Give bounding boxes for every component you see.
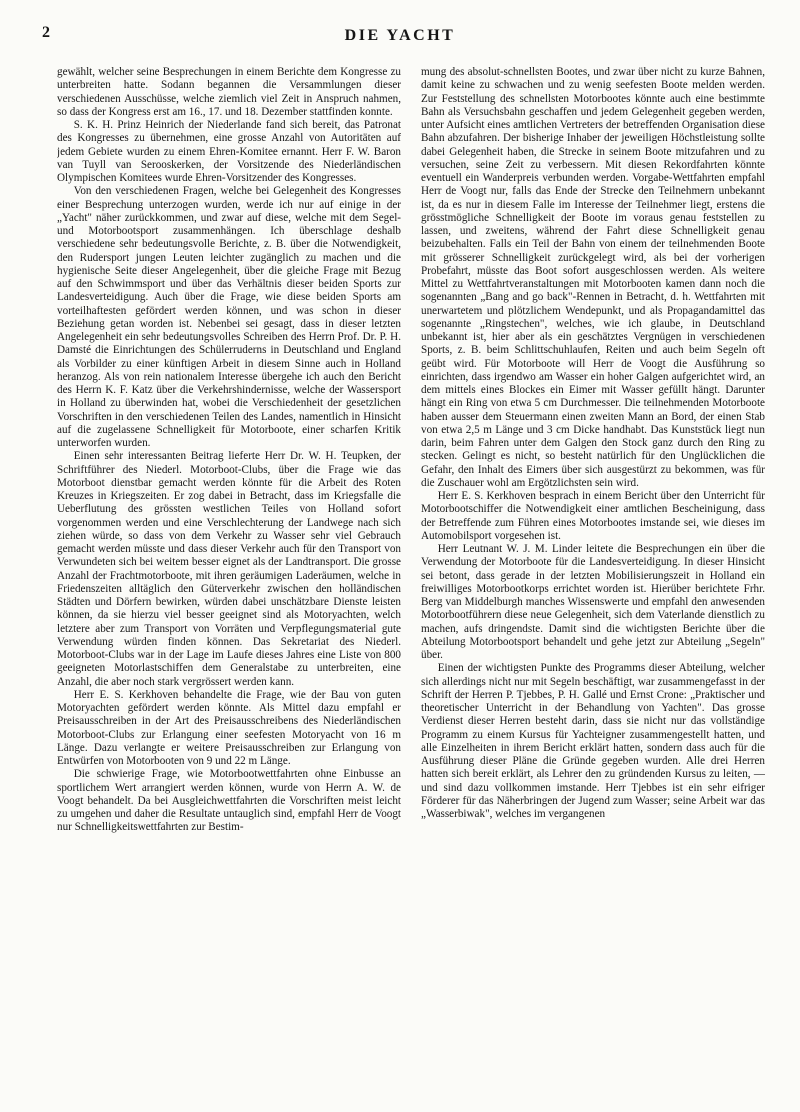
paragraph: mung des absolut-schnellsten Bootes, und zwar über nicht zu kurze Bahnen, damit keine zu schwachen und zu wenig seefesten Boote melden werden. Zur Feststellung des schnellsten Motorbootes könnte auch eine bestimmte Bahn als Versuchsbahn geschaffen und jedem Gelegenheit gegeben werden, unter Aufsicht eines amtlichen Vertreters der betreffenden Organisation diese Bahn abzufahren. Der bisherige Inhaber der jeweiligen Höchstleistung sollte dabei Gelegenheit haben, die Strecke in seinem Boote mitzufahren und zu versuchen, seine Zeit zu verbessern. Mit diesen Rekordfahrten könnte eventuell ein Wanderpreis verbunden werden. Vorgabe-Wettfahrten empfahl Herr de Voogt nur, falls das Ende der Strecke den Teilnehmern unbekannt ist, da es nur in diesem Falle im Interesse der Teilnehmer liegt, erstens die grösstmögliche Schnelligkeit der Boote im voraus genau feststellen zu lassen, und zweitens, während der Fahrt diese Schnelligkeit genau beizubehalten. Falls ein Teil der Bahn von einem der teilnehmenden Boote mit grösserer Schnelligkeit zurückgelegt wird, als bei der vorherigen Probefahrt, müsste das Boot sofort ausgeschlossen werden. Als weitere Mittel zu Wettfahrtveranstaltungen mit Motorbooten kamen dann noch die sogenannten „Bang and go back"-Rennen in Betracht, d. h. Wettfahrten mit unerwartetem und plötzlichem Wendepunkt, und als Propagandamittel das sogenannte „Ringstechen", welches, wie ich glaube, in Deutschland unbekannt ist, hier aber als ein geschätztes Vergnügen in verschiedenen Sports, z. B. beim Schlittschuhlaufen, Reiten und auch beim Segeln oft geübt wird. Für Motorboote will Herr de Voogt die Ausführung so einrichten, dass irgendwo am Wasser ein hoher Galgen aufgerichtet wird, an dem mittels eines Blockes ein Eimer mit Wasser gefüllt hängt. Darunter hängt ein Ring von etwa 5 cm Durchmesser. Die teilnehmenden Motorboote haben ausser dem Steuermann einen zweiten Mann an Bord, der einen Stab von etwa 2,5 m Länge und 3 cm Dicke handhabt. Das Kunststück liegt nun darin, beim Fahren unter dem Galgen den Stock ganz durch den Ring zu stecken. Gelingt es nicht, so besteht natürlich für den Unglücklichen die Gefahr, den Inhalt des Eimers über sich ausgestürzt zu bekommen, was für die Zuschauer wohl am Ergötzlichsten sein wird. (421, 66, 765, 489)
page-number: 2 (42, 24, 50, 41)
paragraph: S. K. H. Prinz Heinrich der Niederlande fand sich bereit, das Patronat des Kongresses zu übernehmen, eine grosse Anzahl von Autoritäten auf jedem Gebiete wurden zu einem Ehren-Komitee ernannt. Herr F. W. Baron van Tuyll van Serooskerken, der Vorsitzende des Niederländischen Olympischen Komitees wurde Ehren-Vorsitzender des Kongresses. (57, 119, 401, 184)
paragraph: Einen sehr interessanten Beitrag lieferte Herr Dr. W. H. Teupken, der Schriftführer des Niederl. Motorboot-Clubs, über die Frage wie das Motorboot dienstbar gemacht werden könnte für die Arbeit des Roten Kreuzes in Kriegszeiten. Er zog dabei in Betracht, dass im Kriegsfalle die Ueberflutung des grössten westlichen Teiles von Holland sofort vorgenommen werden und eine Verschlechterung der Landwege nach sich ziehen würde, so dass von dem Verkehr zu Wasser sehr viel Gebrauch gemacht werden müsste und dass dieser Verkehr auch für den Transport von Verwundeten sich bei weitem besser eignet als der Landtransport. Die grosse Anzahl der Frachtmotorboote, mit ihren geräumigen Laderäumen, welche in Friedenszeiten alltäglich den Güterverkehr zwischen den holländischen Städten und Dörfern bewirken, würden dabei unschätzbare Dienste leisten können, da sie hierzu viel besser geeignet sind als Motoryachten, welch letztere aber zum Transport von Vorräten und Verpflegungsmaterial gute Verwendung würden finden können. Das Sekretariat des Niederl. Motorboot-Clubs war in der Lage im Laufe dieses Jahres eine Liste von 800 geeigneten Motorlastschiffen dem Generalstabe zu unterbreiten, eine Anzahl, die aber noch stark vergrössert werden kann. (57, 450, 401, 688)
paragraph: gewählt, welcher seine Besprechungen in einem Berichte dem Kongresse zu unterbreiten hatte. Sodann begannen die Versammlungen dieser verschiedenen Ausschüsse, welche ziemlich viel Zeit in Anspruch nahmen, so dass der Kongress erst am 16., 17. und 18. Dezember stattfinden konnte. (57, 66, 401, 118)
paragraph: Von den verschiedenen Fragen, welche bei Gelegenheit des Kongresses einer Besprechung unterzogen wurden, werde ich nur auf einige in der „Yacht" näher zurückkommen, und zwar auf diese, welche mit dem Segel- und Motorbootsport zusammenhängen. Ich überschlage deshalb verschiedene sehr bedeutungsvolle Berichte, z. B. über die Notwendigkeit, den Rudersport jungen Leuten leichter zugänglich zu machen und die hygienische Seite dieser Angelegenheit, über die gleiche Frage mit Bezug auf den Schwimmsport und über das Verhältnis dieser beiden Sports zur Landesverteidigung. Auch über die Frage, wie diese beiden Sports am vorteilhaftesten gefördert werden können, und was schon in dieser Beziehung getan worden ist. Nebenbei sei gesagt, dass in dieser letzten Angelegenheit ein sehr bedeutungsvolles Schreiben des Herrn Prof. Dr. P. H. Damsté die Einrichtungen des Schülerruderns in Deutschland und England als Vorbilder zu einer künftigen Arbeit in diesem Sinne auch in Holland heranzog. Als von rein nationalem Interesse übergehe ich auch den Bericht des Herrn K. F. Katz über die Verkehrshindernisse, welche der Wassersport in Holland zu überwinden hat, wobei die Verschiedenheit der gesetzlichen Vorschriften in den verschiedenen Teilen des Landes, namentlich in Hinsicht auf die zugelassene Schnelligkeit für Motorboote, einer scharfen Kritik unterworfen wurden. (57, 185, 401, 449)
paragraph: Herr E. S. Kerkhoven besprach in einem Bericht über den Unterricht für Motorbootschiffer die Notwendigkeit einer amtlichen Bescheinigung, dass der Betreffende zum Führen eines Motorbootes imstande sei, wie dieses im Automobilsport vorgesehen ist. (421, 490, 765, 542)
paragraph: Herr E. S. Kerkhoven behandelte die Frage, wie der Bau von guten Motoryachten gefördert werden könnte. Als Mittel dazu empfahl er Preisausschreiben in der Art des Preisausschreibens des Niederländischen Motorboot-Clubs zur Erlangung einer seefesten Motoryacht von 16 m Länge. Dazu verlangte er weitere Preisausschreiben zur Erlangung von Entwürfen von Motorbooten von 9 und 22 m Länge. (57, 688, 401, 767)
paragraph: Die schwierige Frage, wie Motorbootwettfahrten ohne Einbusse an sportlichem Wert arrangiert werden können, wurde von Herrn A. W. de Voogt behandelt. Da bei Ausgleichwettfahrten die Vorschriften meist leicht zu umgehen und daher die Resultate untauglich sind, empfahl Herr de Voogt nur Schnelligkeitswettfahrten zur Bestim- (57, 768, 401, 834)
right-column (421, 66, 765, 1106)
paragraph: Herr Leutnant W. J. M. Linder leitete die Besprechungen ein über die Verwendung der Motorboote für die Landesverteidigung. In dieser Hinsicht sei betont, dass gerade in der letzten Mobilisierungszeit in Holland ein freiwilliges Motorbootkorps errichtet worden ist. Hierüber berichtete Frhr. Berg van Middelburgh manches Wissenswerte und empfahl den anwesenden Motorbootführern diese neue Gelegenheit, sich dem Vaterlande dienstlich zu machen, aufs dringendste. Damit sind die wichtigsten Berichte über die Abteilung Motorbootsport behandelt und gehe jetzt zur Abteilung „Segeln" über. (421, 543, 765, 661)
left-column (57, 66, 401, 1106)
paragraph: Einen der wichtigsten Punkte des Programms dieser Abteilung, welcher sich allerdings nicht nur mit Segeln beschäftigt, war zusammengefasst in der Schrift der Herren P. Tjebbes, P. H. Gallé und Ernst Crone: „Praktischer und theoretischer Unterricht in der Behandlung von Yachten". Das grosse Verdienst dieser Herren besteht darin, dass sie nicht nur das vollständige Programm zu einem Kursus für Yachteigner zusammengestellt hatten, und alle Einzelheiten in ihrem Bericht erklärt hatten, sondern dass auch für die Ausführung dieser Pläne die Gründe gegeben wurden. Alle drei Herren hatten sich bereit erklärt, als Lehrer den zu gründenden Kursus zu leiten, — und sind dazu vollkommen imstande. Herr Tjebbes ist ein sehr eifriger Förderer für das Näherbringen der Jugend zum Wasser; seine Arbeit war das „Wasserbiwak", welches im vergangenen (421, 662, 765, 820)
running-title: DIE YACHT (344, 27, 456, 44)
